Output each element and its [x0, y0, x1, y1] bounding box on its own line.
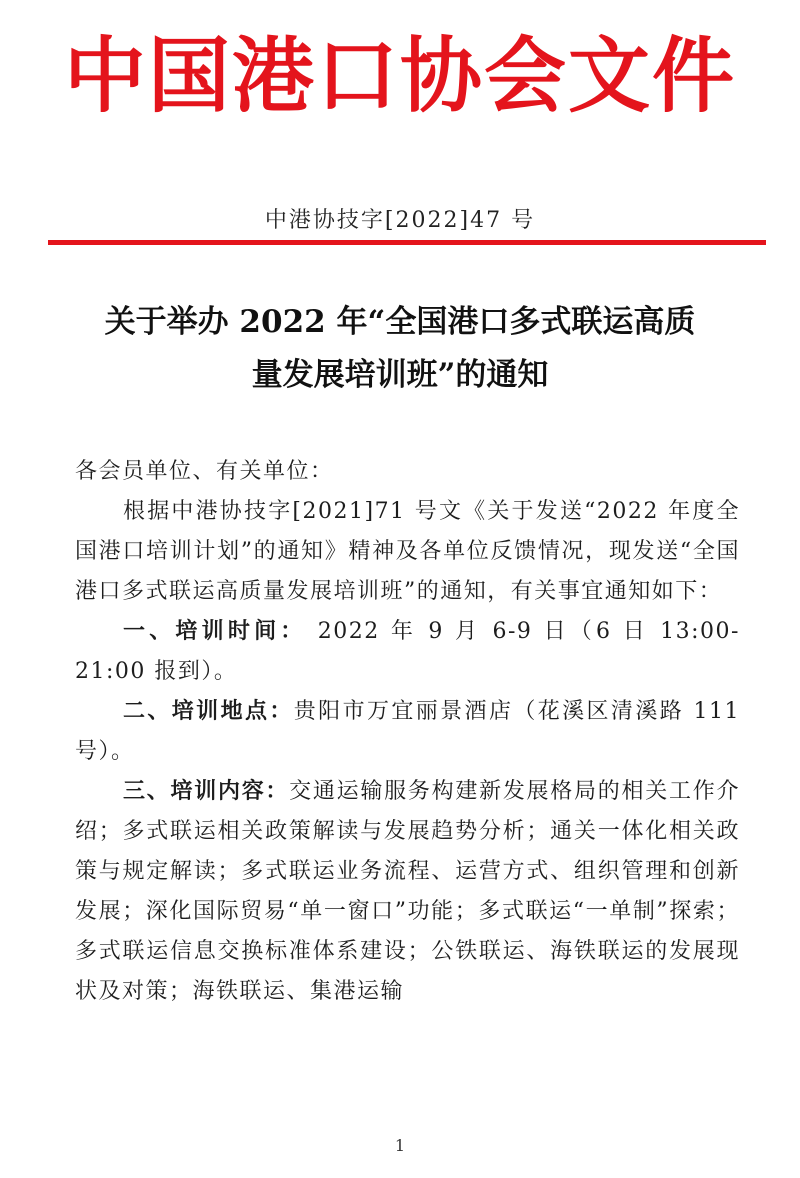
section-training-location — [75, 692, 740, 772]
section-training-content — [75, 772, 740, 1012]
section-text: 交通运输服务构建新发展格局的相关工作介绍；多式联运相关政策解读与发展趋势分析；通关一体化相关政策与规定解读；多式联运业务流程、运营方式、组织管理和创新发展；深化国际贸易“单一窗口”功能；多式联运“一单制”探索；多式联运信息交换标准体系建设；公铁联运、海铁联运的发展现状及对策；海铁联运、集港运输 — [75, 779, 740, 1004]
page-number: 1 — [394, 1136, 406, 1155]
notice-title-line-2: 量发展培训班”的通知 — [251, 357, 549, 393]
section-label: 三、培训内容： — [123, 779, 290, 804]
notice-title-line-1: 关于举办 2022 年“全国港口多式联运高质 — [104, 304, 696, 340]
notice-body — [75, 452, 740, 1012]
section-text: 2022 年 9 月 6-9 日（6 日 13:00-21:00 报到）。 — [75, 619, 740, 684]
intro-paragraph: 根据中港协技字[2021]71 号文《关于发送“2022 年度全国港口培训计划”的通知》精神及各单位反馈情况，现发送“全国港口多式联运高质量发展培训班”的通知，有关事宜通知如下： — [75, 499, 740, 604]
red-divider-line — [48, 240, 766, 245]
section-text: 贵阳市万宜丽景酒店（花溪区清溪路 111 号）。 — [75, 699, 740, 764]
section-training-time — [75, 612, 740, 692]
section-label: 一、培训时间： — [123, 619, 307, 644]
document-number: 中港协技字[2022]47 号 — [264, 208, 536, 233]
salutation: 各会员单位、有关单位： — [75, 459, 334, 484]
notice-title — [60, 296, 740, 402]
org-header-title: 中国港口协会文件 — [63, 29, 736, 124]
section-label: 二、培训地点： — [123, 699, 294, 724]
